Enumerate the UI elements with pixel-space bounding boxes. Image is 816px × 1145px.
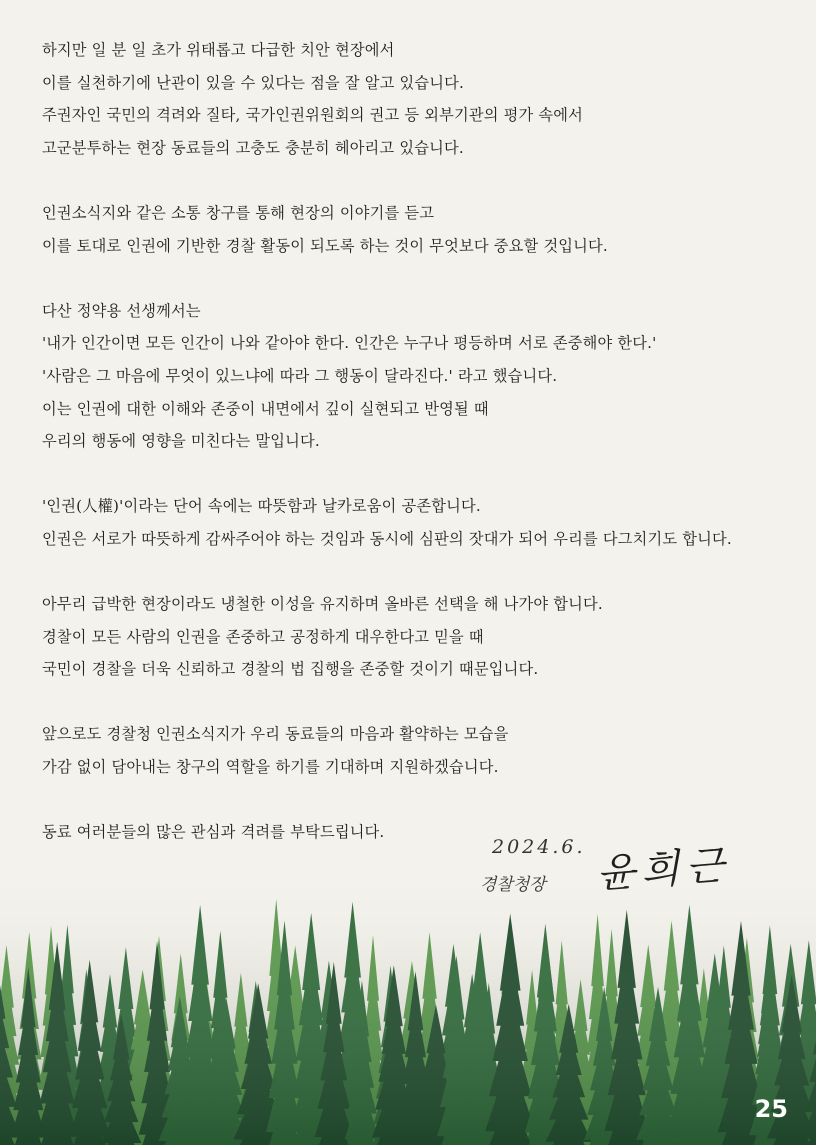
paragraph [42,197,802,262]
text-line: 경찰이 모든 사람의 인권을 존중하고 공정하게 대우한다고 믿을 때 [42,627,484,646]
text-line: 이는 인권에 대한 이해와 존중이 내면에서 깊이 실현되고 반영될 때 [42,399,489,418]
paragraph [42,718,802,783]
text-line: '내가 인간이면 모든 인간이 나와 같아야 한다. 인간은 누구나 평등하며 서로 존중해야 한다.' [42,334,657,353]
text-line: '사람은 그 마음에 무엇이 있느냐에 따라 그 행동이 달라진다.' 라고 했습니다. [42,366,558,385]
text-line: 인권은 서로가 따뜻하게 감싸주어야 하는 것임과 동시에 심판의 잣대가 되어 우리를 다그치기도 합니다. [42,529,732,548]
paragraph [42,295,802,458]
text-line: 우리의 행동에 영향을 미친다는 말입니다. [42,432,320,451]
text-line: 이를 토대로 인권에 기반한 경찰 활동이 되도록 하는 것이 무엇보다 중요할 것입니다. [42,236,608,255]
text-line: 다산 정약용 선생께서는 [42,301,201,320]
text-line: 고군분투하는 현장 동료들의 고충도 충분히 헤아리고 있습니다. [42,138,464,157]
forest-illustration [0,860,816,1145]
paragraph [42,588,802,686]
text-line: 가감 없이 담아내는 창구의 역할을 하기를 기대하며 지원하겠습니다. [42,758,499,777]
text-line: 이를 실천하기에 난관이 있을 수 있다는 점을 잘 알고 있습니다. [42,73,465,92]
text-line: 아무리 급박한 현장이라도 냉철한 이성을 유지하며 올바른 선택을 해 나가야 합니다. [42,595,603,614]
paragraph [42,34,802,164]
text-line: 주권자인 국민의 격려와 질타, 국가인권위원회의 권고 등 외부기관의 평가 속에서 [42,106,584,125]
letter-body [42,34,802,881]
signature-date: 2024.6. [492,836,586,858]
paragraph [42,490,802,555]
text-line: 하지만 일 분 일 초가 위태롭고 다급한 치안 현장에서 [42,41,395,59]
text-line: '인권(人權)'이라는 단어 속에는 따뜻함과 날카로움이 공존합니다. [42,497,481,516]
text-line: 앞으로도 경찰청 인권소식지가 우리 동료들의 마음과 활약하는 모습을 [42,725,509,744]
text-line: 동료 여러분들의 많은 관심과 격려를 부탁드립니다. [42,823,385,842]
page-number: 25 [754,1095,788,1123]
text-line: 국민이 경찰을 더욱 신뢰하고 경찰의 법 집행을 존중할 것이기 때문입니다. [42,660,539,679]
text-line: 인권소식지와 같은 소통 창구를 통해 현장의 이야기를 듣고 [42,203,435,222]
